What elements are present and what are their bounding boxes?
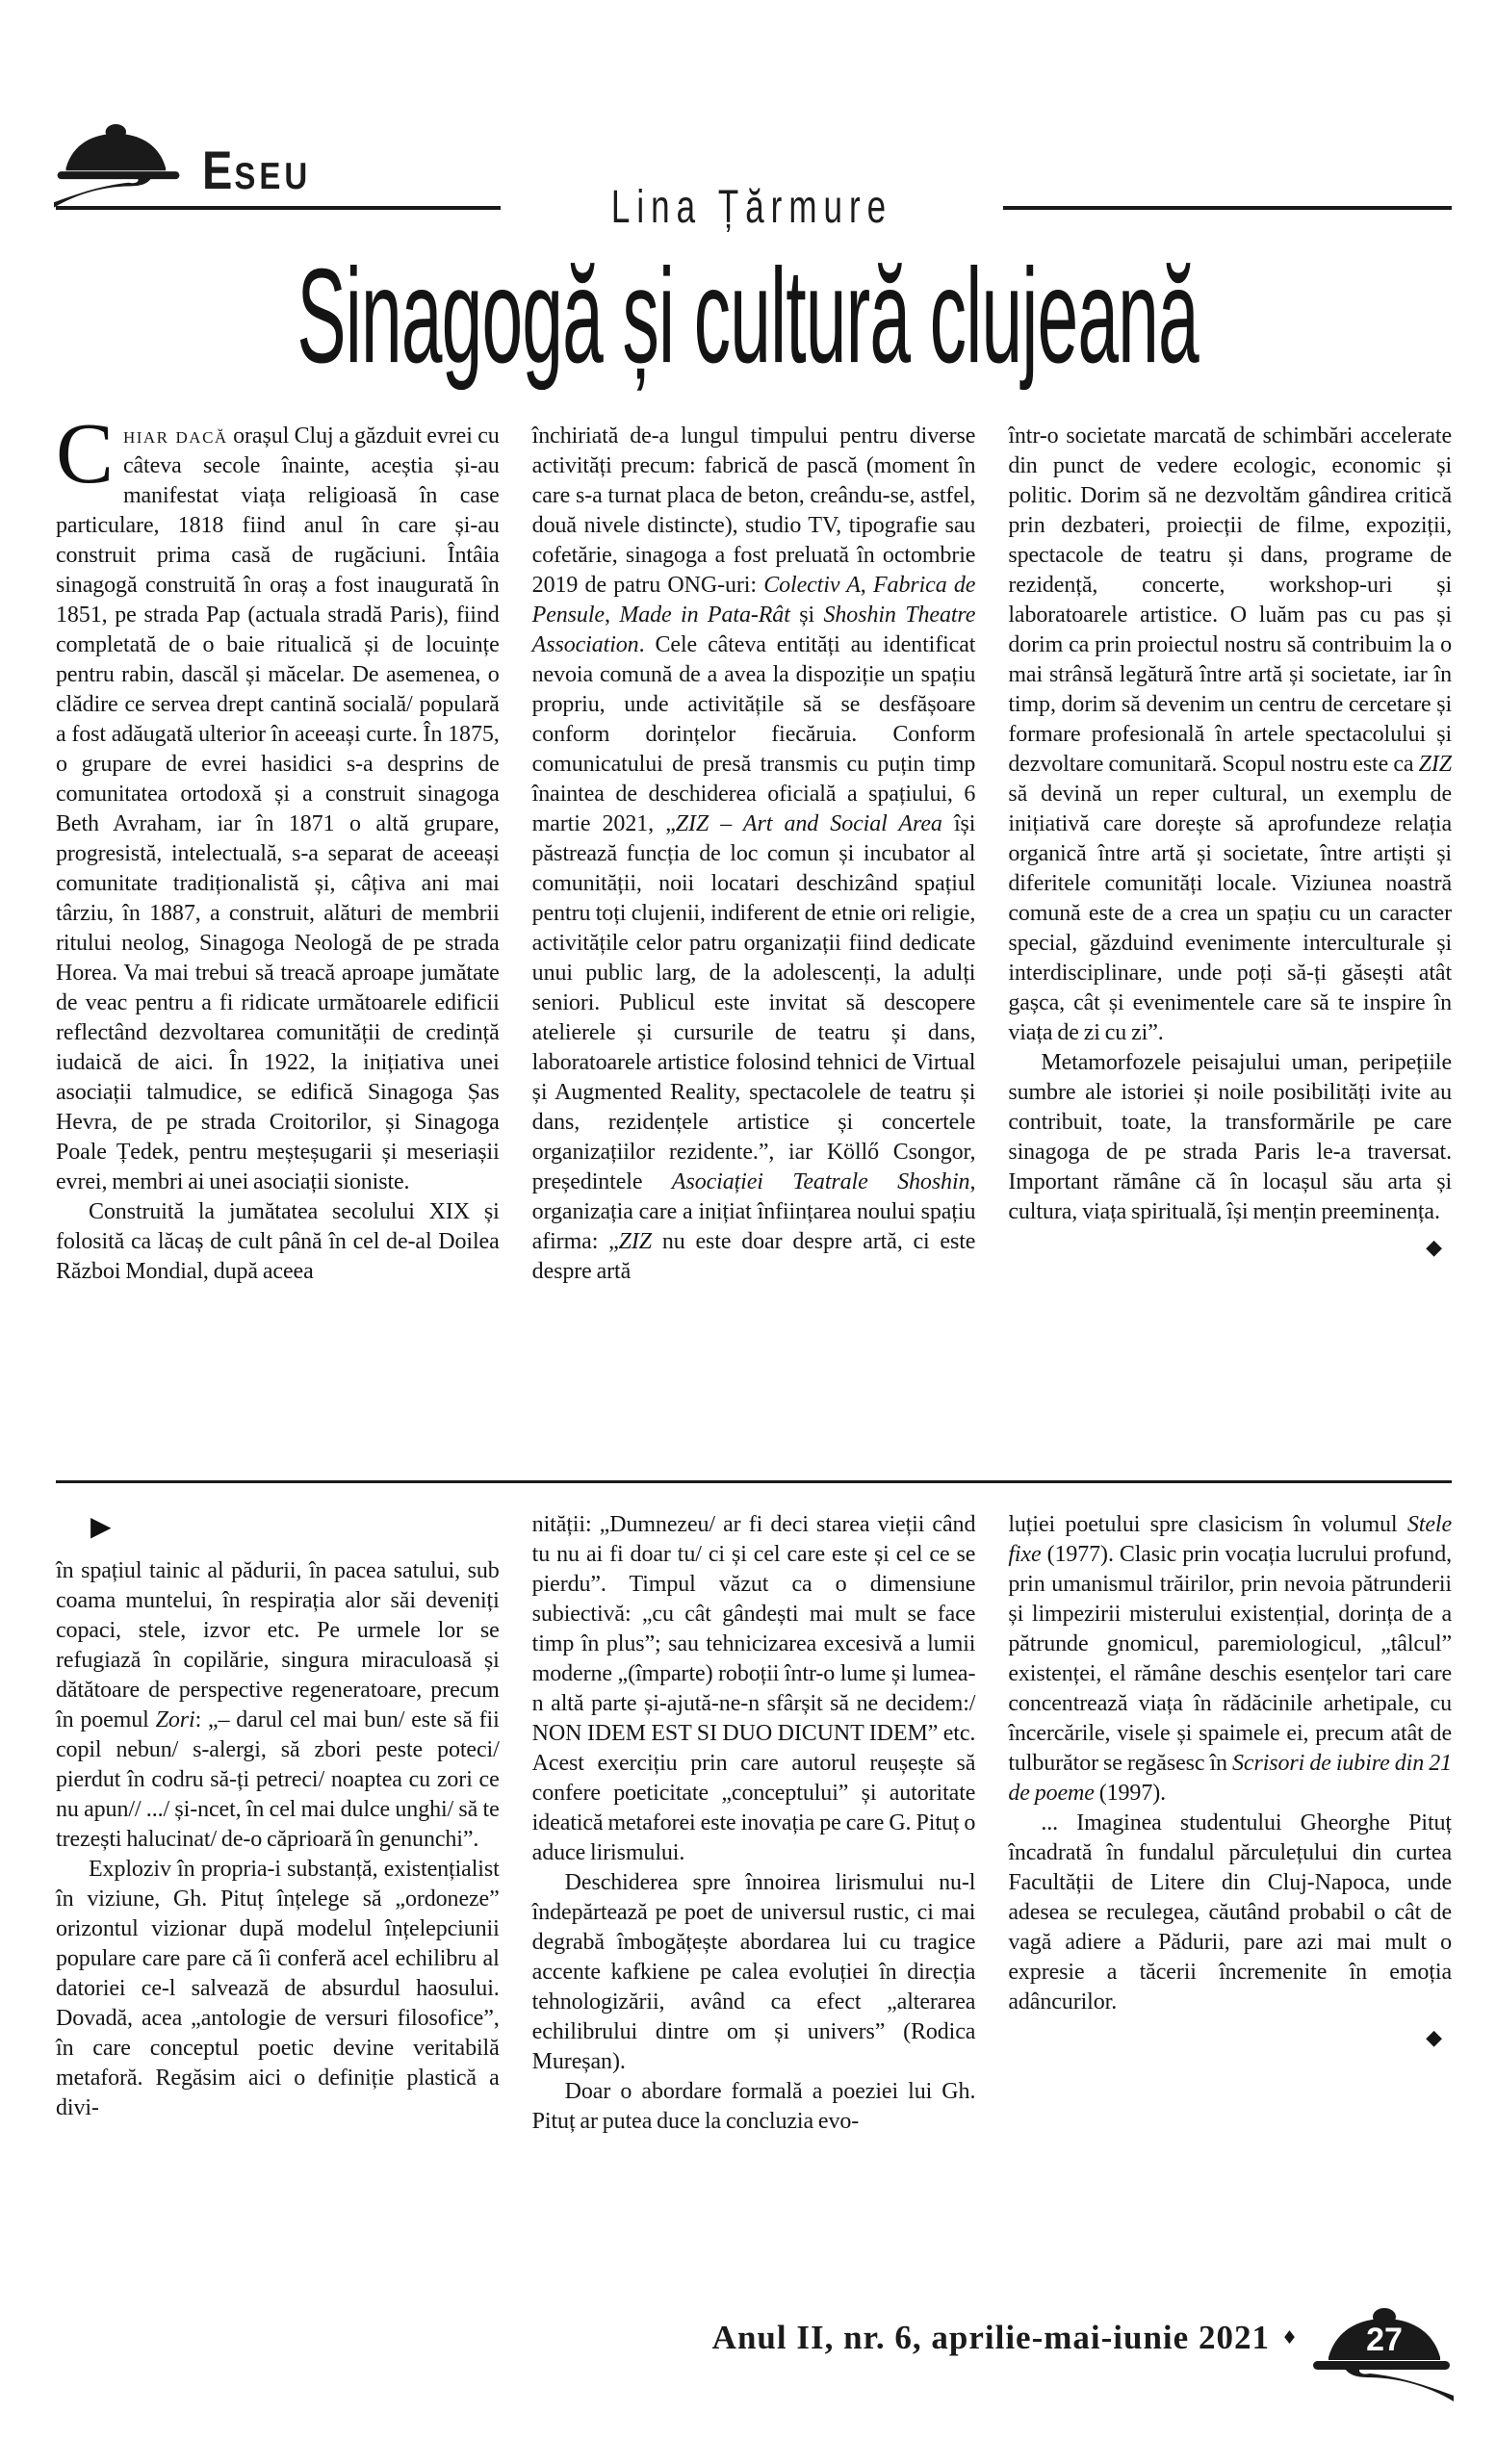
article-pitut-essay (56, 1510, 1452, 2292)
author-rule-right (1003, 206, 1452, 210)
paragraph: Doar o abordare formală a poeziei lui Gh. Pituț ar putea duce la concluzia evo- (531, 2079, 976, 2134)
article2-column-3 (1008, 1510, 1452, 2292)
page-header (0, 0, 1496, 422)
paragraph: în spațiul tainic al pădurii, în pacea satului, sub coama muntelui, în respirația alor săi deveniți copaci, stele, izvor etc. Pe urmele lor se refugiază în copilărie, singura miraculoasă și dătătoare de perspective regeneratoare, precum în poemul Zori: „– darul cel mai bun/ este să fii copil nebun/ s-alergi, să zbori peste poteci/ pierdut în codru să-ți petreci/ noaptea cu zori ce nu apun// .../ și-ncet, în cel mai dulce unghi/ să te trezești halucinat/ de-o căprioară în genunchi”. (56, 1558, 500, 1852)
continuation-arrow-icon: ▶ (90, 1510, 112, 1542)
article1-column-3 (1008, 422, 1452, 1444)
article-synagogue (56, 406, 1453, 1444)
page-content (0, 406, 1496, 2292)
section-label-initial: E (202, 140, 235, 200)
author-name: Lina Țărmure (610, 181, 893, 234)
paragraph: într-o societate marcată de schimbări accelerate din punct de vedere ecologic, economic și politic. Dorim să ne dezvoltăm gândirea critică prin dezbateri, proiecții de filme, expoziții, spectacole de teatru și dans, programe de rezidență, concerte, workshop-uri și laboratoarele artistice. O luăm pas cu pas și dorim ca prin proiectul nostru să contribuim la o mai strânsă legătură între artă și societate, iar în timp, dorim să devenim un centru de cercetare și formare profesională în artele spectacolului și dezvoltare comunitară. Scopul nostru este ca ZIZ să devină un reper cultural, un exemplu de inițiativă care dorește să aprofundeze relația organică între artă și societate, între artiști și diferitele comunități locale. Viziunea noastră comună este de a crea un spațiu cu un caracter special, găzduind evenimente interculturale și interdisciplinare, unde poți să-ți găsești atât gașca, cât și evenimentele care să te inspire în viața de zi cu zi”. (1008, 424, 1453, 1045)
end-of-article-diamond-icon: ◆ (1426, 1236, 1443, 1260)
issue-line: Anul II, nr. 6, aprilie-mai-iunie 2021 (711, 2319, 1270, 2356)
dropcap-letter: C (56, 406, 114, 501)
paragraph: închiriată de-a lungul timpului pentru diverse activități precum: fabrică de pască (moment în care s-a turnat placa de beton, creându-se, astfel, două nivele distincte), studio TV, tipografie sau cofetărie, sinagoga a fost preluată în octombrie 2019 de patru ONG-uri: Colectiv A, Fabrica de Pensule, Made in Pata-Rât și Shoshin Theatre Association. Cele câteva entități au identificat nevoia comună de a avea la dispoziție un spațiu propriu, unde activitățile să se desfășoare conform dorințelor fiecăruia. Conform comunicatului de presă transmis cu puțin timp înaintea de deschiderea oficială a spațiului, 6 martie 2021, „ZIZ – Art and Social Area își păstrează funcția de loc comun și incubator al comunității, noii locatari deschizând spațiul pentru toți clujenii, indiferent de etnie ori religie, activitățile celor patru organizații fiind dedicate unui public larg, de la adolescenți, la adulți seniori. Publicul este invitat să descopere atelierele și cursurile de teatru și dans, laboratoarele artistice folosind tehnici de Virtual și Augmented Reality, spectacolele de teatru și dans, rezidențele artistice și concertele organizațiilor rezidente.”, iar Köllő Csongor, președintele Asociației Teatrale Shoshin, organizația care a inițiat înființarea noului spațiu afirma: „ZIZ nu este doar despre artă, ci este despre artă (531, 424, 976, 1284)
article-title: Sinagogă și cultură clujeană (297, 240, 1199, 392)
author-row (56, 181, 1452, 234)
footer-diamond-icon: ♦ (1280, 2327, 1298, 2348)
page-number: 27 (1366, 2322, 1403, 2358)
paragraph (56, 406, 500, 1197)
paragraph-text: hiar dacă orașul Cluj a găzduit evrei cu câteva secole înainte, aceștia și-au manifestat viața religioasă în case particulare, 1818 fiind anul în care și-au construit prima casă de rugăciuni. Întâia sinagogă construită în oraș a fost inaugurată în 1851, pe strada Pap (actuala stradă Paris), fiind completată de o baie ritualică și de locuințe pentru rabin, dascăl și măcelar. De asemenea, o clădire ce servea drept cantină socială/ populară a fost adăugată ulterior în aceeași curte. În 1875, o grupare de evrei hasidici s-a desprins de comunitatea ortodoxă și a construit sinagoga Beth Avraham, iar în 1871 o altă grupare, progresistă, intelectuală, s-a separat de aceeași comunitate tradiționalistă și, câțiva ani mai târziu, în 1887, a construit, alături de membrii ritului neolog, Sinagoga Neologă de pe strada Horea. Va mai trebui să treacă aproape jumătate de veac pentru a fi ridicate următoarele edificii reflectând dezvoltarea comunității de credință iudaică de aici. În 1922, la inițiativa unei asociații talmudice, se edifică Sinagoga Șas Hevra, de pe strada Croitorilor, și Sinagoga Poale Țedek, pentru meșteșugarii și meseriașii evrei, membri ai unei asociații sioniste. (56, 424, 500, 1194)
article1-column-1 (56, 406, 500, 1444)
author-rule-left (56, 206, 501, 210)
paragraph: Deschiderea spre înnoirea lirismului nu-l îndepărtează pe poet de universul rustic, ci mai degrabă îmbogățește abordarea lui cu tragice accente kafkiene pe calea evoluției în direcția tehnologizării, având ca efect „alterarea echilibrului dintre om și univers” (Rodica Mureșan). (531, 1870, 976, 2074)
paragraph: Exploziv în propria-i substanță, existențialist în viziune, Gh. Pituț înțelege să „ordoneze” orizontul vizionar după modelul înțelepciunii populare care pare că îi conferă acel echilibru al datoriei ce-l salvează de absurdul haosului. Dovadă, acea „antologie de versuri filosofice”, în care conceptul poetic devine veritabilă metaforă. Regăsim aici o definiție plastică a divi- (56, 1857, 500, 2120)
paragraph: luției poetului spre clasicism în volumul Stele fixe (1977). Clasic prin vocația lucrului profund, prin umanismul trăirilor, prin nevoia pătrunderii și limpezirii misterului existențial, dorința de a pătrunde gnomicul, paremiologicul, „tâlcul” existenței, el rămâne deschis esențelor tari care concentrează viața în rădăcinile arhetipale, cu încercările, visele și spaimele ei, precum atât de tulburător se regăsesc în Scrisori de iubire din 21 de poeme (1997). (1008, 1512, 1453, 1806)
page-number-hat-icon (1309, 2304, 1454, 2402)
article2-column-1 (56, 1510, 500, 2292)
end-of-article-diamond-icon: ◆ (1426, 2026, 1443, 2050)
article2-column-2 (532, 1510, 976, 2292)
page-footer (712, 2304, 1454, 2402)
article1-column-2 (532, 422, 976, 1444)
title-row (0, 239, 1496, 392)
paragraph: Construită la jumătatea secolului XIX și folosită ca lăcaș de cult până în cel de-al Doilea Război Mondial, după aceea (56, 1199, 500, 1284)
paragraph: ... Imaginea studentului Gheorghe Pituț încadrată în fundalul părculețului din curtea Facultății de Litere din Cluj-Napoca, unde adesea se reculegea, căutând probabil o cât de vagă adiere a Pădurii, pare azi mai mult o expresie a tăcerii încremenite în emoția adâncurilor. (1008, 1810, 1453, 2015)
section-label-rest: SEU (234, 154, 312, 197)
paragraph: Metamorfozele peisajului uman, peripețiile sumbre ale istoriei și noile posibilități ivite au contribuit, toate, la transformările pe care sinagoga de pe strada Paris le-a traversat. Important rămâne că în locașul său arta și cultura, viața spirituală, își mențin preeminența. (1008, 1050, 1453, 1224)
section-divider-rule (56, 1480, 1452, 1483)
paragraph: nității: „Dumnezeu/ ar fi deci starea vieții când tu nu ai fi doar tu/ ci și cel care este și cel ce se pierdu”. Timpul văzut ca o dimensiune subiectivă: „cu cât gândești mai mult se face timp în plus”; sau tehnicizarea excesivă a lumii moderne „(împarte) roboții într-o lume și lumea-n altă parte și-ajută-ne-n sfârșit să ne decidem:/ NON IDEM EST SI DUO DICUNT IDEM” etc. Acest exercițiu prin care autorul reușește să confere poeticitate „conceptului” și autoritate ideatică metaforei este inovația pe care G. Pituț o aduce lirismului. (531, 1512, 976, 1865)
